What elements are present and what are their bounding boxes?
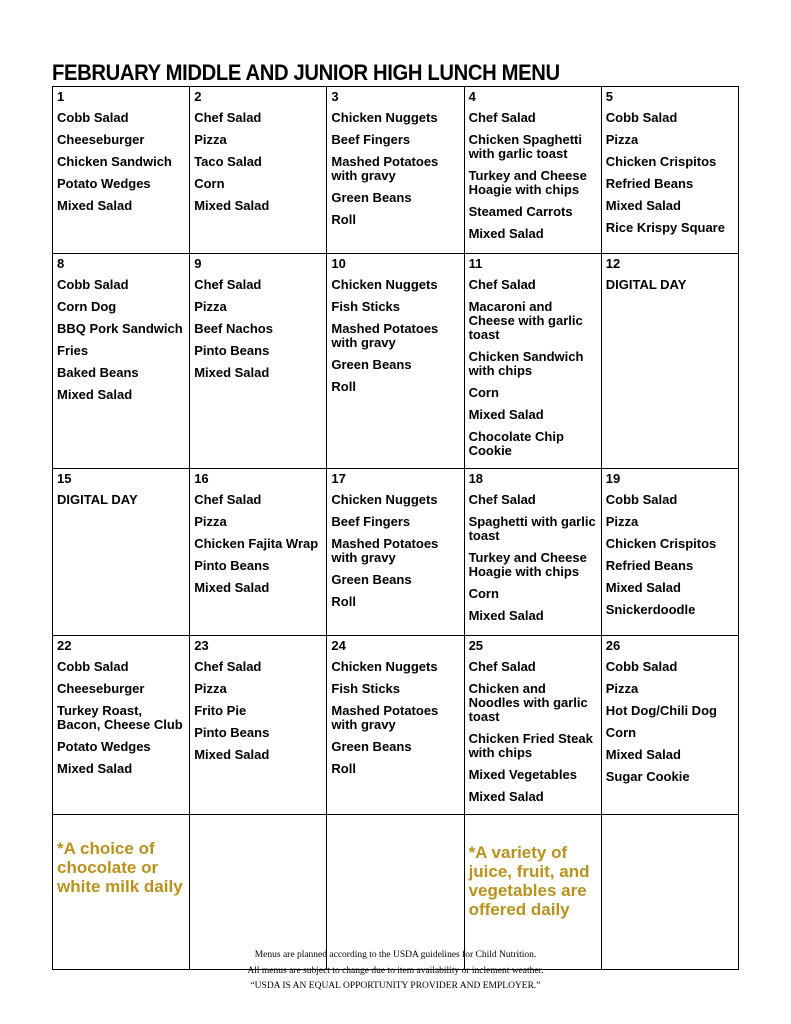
menu-item: Chicken and Noodles with garlic toast xyxy=(468,681,588,724)
note-cell-produce xyxy=(464,815,601,970)
menu-item: Mixed Salad xyxy=(194,747,270,762)
day-cell xyxy=(190,254,327,469)
menu-item: Green Beans xyxy=(331,572,412,587)
day-number: 17 xyxy=(331,471,346,486)
week-row xyxy=(53,469,739,636)
menu-item: Pinto Beans xyxy=(194,558,270,573)
menu-item: Chef Salad xyxy=(194,492,262,507)
day-cell xyxy=(190,469,327,636)
day-number: 4 xyxy=(468,89,476,104)
menu-item: Chef Salad xyxy=(468,492,536,507)
menu-item: Chicken Fajita Wrap xyxy=(194,536,319,551)
milk-note: *A choice of chocolate or white milk daily xyxy=(57,839,183,896)
menu-item: Cobb Salad xyxy=(605,110,678,125)
menu-item: Chef Salad xyxy=(468,110,536,125)
menu-item: Mixed Salad xyxy=(194,198,270,213)
menu-item: Mashed Potatoes with gravy xyxy=(331,703,439,732)
day-number: 5 xyxy=(605,89,613,104)
menu-item: Cobb Salad xyxy=(605,492,678,507)
menu-item: Turkey Roast, Bacon, Cheese Club xyxy=(57,703,183,732)
menu-item: Turkey and Cheese Hoagie with chips xyxy=(468,550,587,579)
menu-item: Mixed Salad xyxy=(57,198,133,213)
menu-item: Chicken Spaghetti with garlic toast xyxy=(468,132,582,161)
day-number: 24 xyxy=(331,638,346,653)
menu-item: Pizza xyxy=(194,132,227,147)
day-cell xyxy=(53,87,190,254)
day-cell xyxy=(464,636,601,815)
menu-item: Refried Beans xyxy=(605,558,694,573)
menu-item: Chef Salad xyxy=(194,277,262,292)
note-cell-empty xyxy=(190,815,327,970)
menu-item: Mixed Salad xyxy=(468,789,544,804)
day-number: 1 xyxy=(57,89,65,104)
menu-item: Roll xyxy=(331,761,356,776)
menu-item: Pizza xyxy=(194,299,227,314)
menu-item: Mashed Potatoes with gravy xyxy=(331,536,439,565)
menu-item: Fish Sticks xyxy=(331,299,401,314)
menu-item: Turkey and Cheese Hoagie with chips xyxy=(468,168,587,197)
menu-item: Beef Fingers xyxy=(331,132,411,147)
menu-item: Cobb Salad xyxy=(57,659,129,674)
menu-item: DIGITAL DAY xyxy=(57,492,138,507)
menu-item: Chicken Nuggets xyxy=(331,277,438,292)
menu-item: Chicken Sandwich with chips xyxy=(468,349,584,378)
note-cell-empty xyxy=(327,815,464,970)
menu-item: Corn xyxy=(468,586,499,601)
menu-item: Sugar Cookie xyxy=(605,769,690,784)
menu-item: Roll xyxy=(331,212,356,227)
notes-row xyxy=(53,815,739,970)
produce-note: *A variety of juice, fruit, and vegetables are offered daily xyxy=(468,843,590,919)
menu-item: Corn Dog xyxy=(57,299,117,314)
menu-item: Chef Salad xyxy=(468,659,536,674)
day-cell xyxy=(464,87,601,254)
page-title: FEBRUARY MIDDLE AND JUNIOR HIGH LUNCH MENU xyxy=(52,60,560,85)
day-cell xyxy=(601,469,738,636)
menu-item: Refried Beans xyxy=(605,176,694,191)
menu-item: Spaghetti with garlic toast xyxy=(468,514,596,543)
menu-item: Roll xyxy=(331,379,356,394)
menu-item: Mixed Vegetables xyxy=(468,767,577,782)
menu-item: Cobb Salad xyxy=(57,110,129,125)
day-number: 23 xyxy=(194,638,209,653)
menu-item: Mixed Salad xyxy=(468,407,544,422)
menu-item: Cheeseburger xyxy=(57,132,145,147)
day-cell xyxy=(190,636,327,815)
menu-item: Frito Pie xyxy=(194,703,247,718)
menu-item: Mixed Salad xyxy=(57,761,133,776)
menu-item: Cobb Salad xyxy=(57,277,129,292)
menu-item: Chef Salad xyxy=(468,277,536,292)
menu-item: Hot Dog/Chili Dog xyxy=(605,703,717,718)
day-cell xyxy=(53,254,190,469)
day-cell xyxy=(327,87,464,254)
day-number: 12 xyxy=(605,256,621,271)
menu-item: Mixed Salad xyxy=(194,365,270,380)
day-number: 18 xyxy=(468,471,484,486)
menu-item: Chicken Nuggets xyxy=(331,492,438,507)
week-row xyxy=(53,87,739,254)
menu-item: Mashed Potatoes with gravy xyxy=(331,154,439,183)
day-cell xyxy=(53,469,190,636)
menu-item: Pinto Beans xyxy=(194,343,270,358)
day-number: 16 xyxy=(194,471,209,486)
menu-item: BBQ Pork Sandwich xyxy=(57,321,183,336)
day-cell xyxy=(601,254,738,469)
menu-item: Chicken Crispitos xyxy=(605,154,717,169)
note-cell-milk xyxy=(53,815,190,970)
menu-item: Mashed Potatoes with gravy xyxy=(331,321,439,350)
menu-item: Macaroni and Cheese with garlic toast xyxy=(468,299,583,342)
menu-item: Baked Beans xyxy=(57,365,139,380)
day-number: 19 xyxy=(605,471,621,486)
menu-item: Chicken Crispitos xyxy=(605,536,717,551)
menu-item: Pizza xyxy=(605,681,639,696)
menu-item: Corn xyxy=(468,385,499,400)
menu-item: Snickerdoodle xyxy=(605,602,696,617)
menu-item: Chicken Fried Steak with chips xyxy=(468,731,593,760)
footer-disclaimer: All menus are subject to change due to item availability or inclement weather. xyxy=(247,966,544,976)
menu-item: Potato Wedges xyxy=(57,739,151,754)
note-cell-empty xyxy=(601,815,738,970)
day-cell xyxy=(464,254,601,469)
menu-item: Chocolate Chip Cookie xyxy=(468,429,564,458)
menu-item: Pizza xyxy=(194,681,227,696)
menu-item: Green Beans xyxy=(331,739,412,754)
menu-item: Potato Wedges xyxy=(57,176,151,191)
day-cell xyxy=(190,87,327,254)
menu-item: Beef Fingers xyxy=(331,514,411,529)
menu-item: Corn xyxy=(605,725,637,740)
menu-item: Taco Salad xyxy=(194,154,262,169)
day-cell xyxy=(53,636,190,815)
menu-item: Pinto Beans xyxy=(194,725,270,740)
menu-item: Rice Krispy Square xyxy=(605,220,725,235)
menu-item: Cheeseburger xyxy=(57,681,145,696)
day-cell xyxy=(327,254,464,469)
menu-item: Chef Salad xyxy=(194,110,262,125)
day-cell xyxy=(464,469,601,636)
day-number: 26 xyxy=(605,638,621,653)
menu-item: Pizza xyxy=(605,514,639,529)
day-number: 9 xyxy=(194,256,202,271)
day-number: 15 xyxy=(57,471,72,486)
menu-item: Steamed Carrots xyxy=(468,204,573,219)
day-number: 11 xyxy=(468,256,483,271)
day-number: 2 xyxy=(194,89,202,104)
menu-calendar xyxy=(52,86,739,970)
menu-item: Mixed Salad xyxy=(468,608,544,623)
menu-item: Green Beans xyxy=(331,190,412,205)
menu-item: DIGITAL DAY xyxy=(605,277,687,292)
menu-item: Pizza xyxy=(605,132,639,147)
day-cell xyxy=(327,636,464,815)
menu-item: Chef Salad xyxy=(194,659,262,674)
menu-item: Mixed Salad xyxy=(605,198,681,213)
menu-item: Chicken Sandwich xyxy=(57,154,172,169)
day-cell xyxy=(327,469,464,636)
week-row xyxy=(53,254,739,469)
menu-item: Green Beans xyxy=(331,357,412,372)
menu-item: Mixed Salad xyxy=(57,387,133,402)
menu-item: Roll xyxy=(331,594,356,609)
menu-item: Fries xyxy=(57,343,89,358)
day-number: 22 xyxy=(57,638,72,653)
menu-item: Mixed Salad xyxy=(605,580,681,595)
menu-item: Mixed Salad xyxy=(194,580,270,595)
menu-item: Fish Sticks xyxy=(331,681,401,696)
menu-item: Chicken Nuggets xyxy=(331,110,438,125)
menu-item: Cobb Salad xyxy=(605,659,678,674)
day-number: 8 xyxy=(57,256,65,271)
menu-item: Chicken Nuggets xyxy=(331,659,438,674)
menu-body xyxy=(53,87,739,970)
day-number: 3 xyxy=(331,89,339,104)
week-row xyxy=(53,636,739,815)
menu-item: Mixed Salad xyxy=(468,226,544,241)
menu-item: Pizza xyxy=(194,514,227,529)
footer-guidelines: Menus are planned according to the USDA guidelines for Child Nutrition. xyxy=(254,950,537,960)
day-cell xyxy=(601,636,738,815)
menu-item: Beef Nachos xyxy=(194,321,273,336)
day-number: 25 xyxy=(468,638,484,653)
footer-usda-statement: “USDA IS AN EQUAL OPPORTUNITY PROVIDER AND EMPLOYER.” xyxy=(250,981,541,991)
day-number: 10 xyxy=(331,256,346,271)
menu-item: Mixed Salad xyxy=(605,747,681,762)
day-cell xyxy=(601,87,738,254)
menu-item: Corn xyxy=(194,176,225,191)
